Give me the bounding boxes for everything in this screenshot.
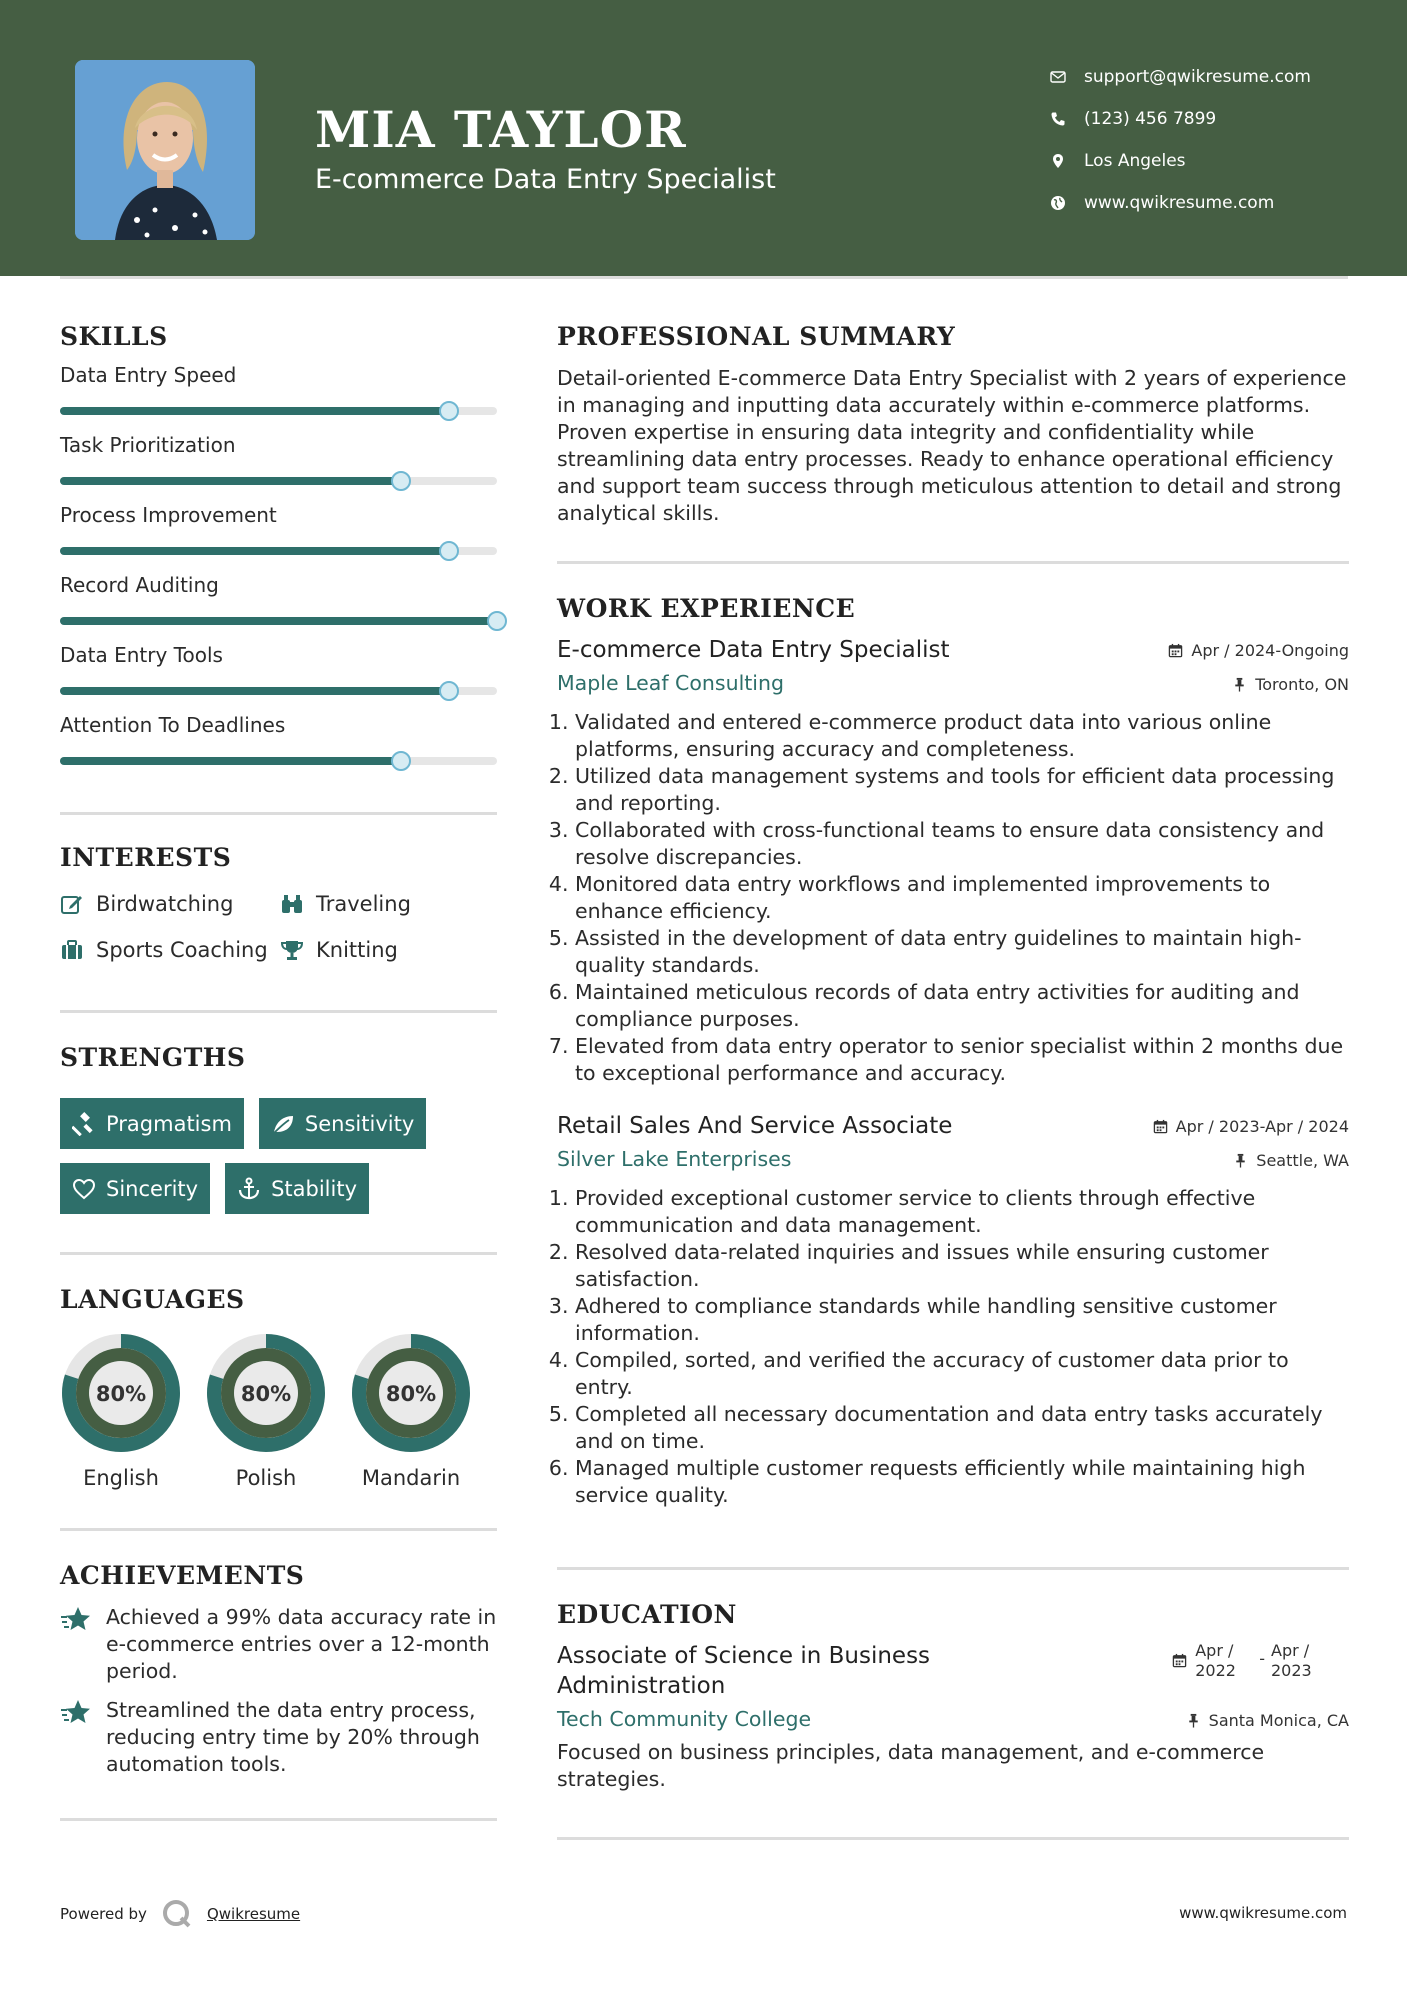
section-divider — [557, 1567, 1349, 1570]
strength-label: Sensitivity — [304, 1111, 415, 1136]
skill-bar-knob — [439, 541, 459, 561]
section-divider — [60, 1818, 497, 1821]
summary-heading: PROFESSIONAL SUMMARY — [557, 322, 956, 351]
duty-item: 1. Validated and entered e-commerce product data into various online platforms, ensuring accuracy and completeness. — [575, 709, 1349, 763]
achievements-list — [60, 1604, 497, 1778]
education-description: Focused on business principles, data management, and e-commerce strategies. — [557, 1740, 1265, 1791]
education-subheader — [557, 1707, 1349, 1731]
powered-by-label: Powered by — [60, 1905, 147, 1923]
strength-badge — [259, 1098, 426, 1149]
job-date-text: Apr / 2024-Ongoing — [1191, 641, 1349, 660]
job-date — [1168, 641, 1349, 660]
contact-location-text: Los Angeles — [1084, 151, 1186, 171]
achievement-text: Streamlined the data entry process, reducing entry time by 20% through automation tools. — [106, 1698, 480, 1776]
interest-label: Birdwatching — [96, 892, 234, 916]
contact-email-text: support@qwikresume.com — [1084, 67, 1311, 87]
skill-item — [60, 433, 497, 485]
footer-powered-by — [60, 1898, 300, 1930]
language-percent: 80% — [385, 1382, 437, 1406]
strength-label: Pragmatism — [106, 1111, 232, 1136]
interest-item — [60, 938, 280, 962]
skills-heading: SKILLS — [60, 322, 168, 351]
achievement-item — [60, 1604, 497, 1685]
education-date-start: Apr / 2022 — [1195, 1641, 1236, 1680]
skill-bar-fill — [60, 477, 401, 485]
star-icon — [60, 1604, 92, 1636]
heart-icon — [72, 1177, 96, 1201]
skill-name: Task Prioritization — [60, 433, 236, 457]
language-percent: 80% — [240, 1382, 292, 1406]
skill-bar-knob — [439, 401, 459, 421]
skill-name: Data Entry Tools — [60, 643, 223, 667]
skill-bar — [60, 477, 497, 485]
contact-phone-text: (123) 456 7899 — [1084, 109, 1217, 129]
interest-label: Sports Coaching — [96, 938, 268, 962]
strengths-list — [60, 1098, 497, 1214]
contact-website[interactable] — [1050, 182, 1311, 224]
skill-bar — [60, 407, 497, 415]
skill-bar-fill — [60, 617, 497, 625]
section-divider — [60, 1252, 497, 1255]
edit-icon — [60, 892, 84, 916]
job-company: Silver Lake Enterprises — [557, 1147, 792, 1171]
strength-label: Sincerity — [106, 1176, 199, 1201]
duty-item: 6. Managed multiple customer requests efficiently while maintaining high service quality. — [575, 1455, 1349, 1509]
summary-text: Detail-oriented E-commerce Data Entry Specialist with 2 years of experience in managing and inputting data accurately within e-commerce platforms. Proven expertise in ensuring data integrity and confidentiality while streamlining data entry processes. Ready to enhance operational efficiency and support team success through meticulous attention to detail and strong analytical skills. — [557, 366, 1347, 525]
skill-item — [60, 713, 497, 765]
skill-item — [60, 573, 497, 625]
contact-phone[interactable] — [1050, 98, 1311, 140]
header — [0, 0, 1407, 276]
job-subheader — [557, 671, 1349, 695]
job-entry — [557, 637, 1349, 1087]
interests-heading: INTERESTS — [60, 843, 232, 872]
map-pin-icon — [1050, 153, 1066, 169]
duty-item: 4. Compiled, sorted, and verified the accuracy of customer data prior to entry. — [575, 1347, 1349, 1401]
right-column — [557, 322, 1349, 1840]
calendar-icon — [1153, 1119, 1168, 1134]
footer-website[interactable]: www.qwikresume.com — [1179, 1904, 1347, 1922]
skill-bar — [60, 757, 497, 765]
duty-item: 2. Utilized data management systems and tools for efficient data processing and reporting. — [575, 763, 1349, 817]
strength-badge — [225, 1163, 369, 1214]
candidate-title: E-commerce Data Entry Specialist — [315, 164, 776, 195]
job-header — [557, 1113, 1349, 1139]
language-item — [205, 1332, 350, 1490]
job-duties — [557, 709, 1349, 1087]
contact-email[interactable] — [1050, 56, 1311, 98]
skill-bar-fill — [60, 547, 449, 555]
star-icon — [60, 1697, 92, 1729]
binoculars-icon — [280, 892, 304, 916]
qwikresume-logo-icon — [161, 1898, 193, 1930]
skill-bar — [60, 547, 497, 555]
education-date-end: Apr / 2023 — [1271, 1641, 1312, 1680]
skill-bar-knob — [487, 611, 507, 631]
profile-photo — [75, 60, 255, 240]
education-header — [557, 1641, 1349, 1701]
globe-icon — [1050, 195, 1066, 211]
languages-heading: LANGUAGES — [60, 1285, 245, 1314]
interest-item — [280, 938, 480, 962]
skill-bar-knob — [391, 471, 411, 491]
achievements-heading: ACHIEVEMENTS — [60, 1561, 305, 1590]
job-duties — [557, 1185, 1349, 1509]
duty-item: 6. Maintained meticulous records of data entry activities for auditing and compliance purposes. — [575, 979, 1349, 1033]
profile-photo-image — [75, 60, 255, 240]
job-location-text: Seattle, WA — [1256, 1151, 1349, 1170]
education-date — [1172, 1641, 1321, 1681]
achievement-text: Achieved a 99% data accuracy rate in e-commerce entries over a 12-month period. — [106, 1605, 497, 1683]
language-donut — [350, 1332, 472, 1454]
contact-website-text: www.qwikresume.com — [1084, 193, 1275, 213]
interests-list — [60, 892, 497, 962]
trophy-icon — [280, 938, 304, 962]
skill-bar — [60, 617, 497, 625]
contact-location — [1050, 140, 1311, 182]
language-percent: 80% — [95, 1382, 147, 1406]
strength-badge — [60, 1163, 210, 1214]
skill-bar-knob — [439, 681, 459, 701]
job-subheader — [557, 1147, 1349, 1171]
language-donut — [205, 1332, 327, 1454]
education-location — [1186, 1711, 1349, 1730]
duty-item: 2. Resolved data-related inquiries and issues while ensuring customer satisfaction. — [575, 1239, 1349, 1293]
pushpin-icon — [1233, 1153, 1248, 1168]
duty-item: 4. Monitored data entry workflows and implemented improvements to enhance efficiency. — [575, 871, 1349, 925]
duty-item: 7. Elevated from data entry operator to senior specialist within 2 months due to exceptional performance and accuracy. — [575, 1033, 1349, 1087]
job-date — [1153, 1117, 1349, 1136]
skill-name: Attention To Deadlines — [60, 713, 286, 737]
section-divider — [557, 561, 1349, 564]
section-divider — [60, 1010, 497, 1013]
candidate-name: MIA TAYLOR — [315, 100, 687, 159]
strength-label: Stability — [271, 1176, 358, 1201]
language-name: English — [83, 1466, 159, 1490]
skill-bar-fill — [60, 757, 401, 765]
language-donut — [60, 1332, 182, 1454]
section-divider — [60, 1528, 497, 1531]
section-divider — [557, 1837, 1349, 1840]
strength-badge — [60, 1098, 244, 1149]
duty-item: 3. Adhered to compliance standards while handling sensitive customer information. — [575, 1293, 1349, 1347]
header-divider — [60, 276, 1348, 279]
skill-name: Record Auditing — [60, 573, 219, 597]
briefcase-icon — [60, 938, 84, 962]
qwikresume-link[interactable]: Qwikresume — [206, 1905, 301, 1923]
job-date-text: Apr / 2023-Apr / 2024 — [1175, 1117, 1349, 1136]
duty-item: 3. Collaborated with cross-functional teams to ensure data consistency and resolve discrepancies. — [575, 817, 1349, 871]
language-item — [350, 1332, 495, 1490]
interest-label: Knitting — [316, 938, 398, 962]
section-divider — [60, 812, 497, 815]
skills-list — [60, 363, 497, 765]
pushpin-icon — [1186, 1713, 1201, 1728]
job-title: E-commerce Data Entry Specialist — [557, 637, 950, 663]
language-name: Polish — [235, 1466, 297, 1490]
education-school: Tech Community College — [557, 1707, 812, 1731]
duty-item: 5. Completed all necessary documentation and data entry tasks accurately and on time. — [575, 1401, 1349, 1455]
skill-item — [60, 643, 497, 695]
education-location-text: Santa Monica, CA — [1208, 1711, 1349, 1730]
education-degree: Associate of Science in Business Administration — [557, 1643, 931, 1699]
skill-bar-knob — [391, 751, 411, 771]
job-location — [1232, 675, 1349, 694]
envelope-icon — [1050, 69, 1066, 85]
leaf-icon — [271, 1112, 295, 1136]
education-heading: EDUCATION — [557, 1600, 737, 1629]
skill-name: Data Entry Speed — [60, 363, 237, 387]
language-name: Mandarin — [361, 1466, 461, 1490]
skill-bar-fill — [60, 407, 449, 415]
contact-info — [1050, 56, 1311, 224]
interest-item — [60, 892, 280, 916]
strengths-heading: STRENGTHS — [60, 1043, 246, 1072]
calendar-icon — [1168, 643, 1183, 658]
skill-item — [60, 363, 497, 415]
pushpin-icon — [1232, 677, 1247, 692]
skill-item — [60, 503, 497, 555]
interest-item — [280, 892, 480, 916]
anchor-icon — [237, 1177, 261, 1201]
left-column — [60, 322, 497, 1821]
job-location-text: Toronto, ON — [1255, 675, 1349, 694]
duty-item: 5. Assisted in the development of data entry guidelines to maintain high-quality standards. — [575, 925, 1349, 979]
skill-bar-fill — [60, 687, 449, 695]
job-entry — [557, 1113, 1349, 1509]
calendar-icon — [1172, 1653, 1187, 1668]
experience-heading: WORK EXPERIENCE — [557, 594, 856, 623]
job-header — [557, 637, 1349, 663]
achievement-item — [60, 1697, 497, 1778]
interest-label: Traveling — [316, 892, 411, 916]
education-date-sep: - — [1259, 1649, 1265, 1668]
job-company: Maple Leaf Consulting — [557, 671, 785, 695]
skill-bar — [60, 687, 497, 695]
skill-name: Process Improvement — [60, 503, 277, 527]
gavel-icon — [72, 1112, 96, 1136]
job-location — [1233, 1151, 1349, 1170]
job-title: Retail Sales And Service Associate — [557, 1113, 953, 1139]
duty-item: 1. Provided exceptional customer service to clients through effective communication and data management. — [575, 1185, 1349, 1239]
language-item — [60, 1332, 205, 1490]
education-entry — [557, 1641, 1349, 1793]
phone-icon — [1050, 111, 1066, 127]
languages-list — [60, 1332, 497, 1490]
